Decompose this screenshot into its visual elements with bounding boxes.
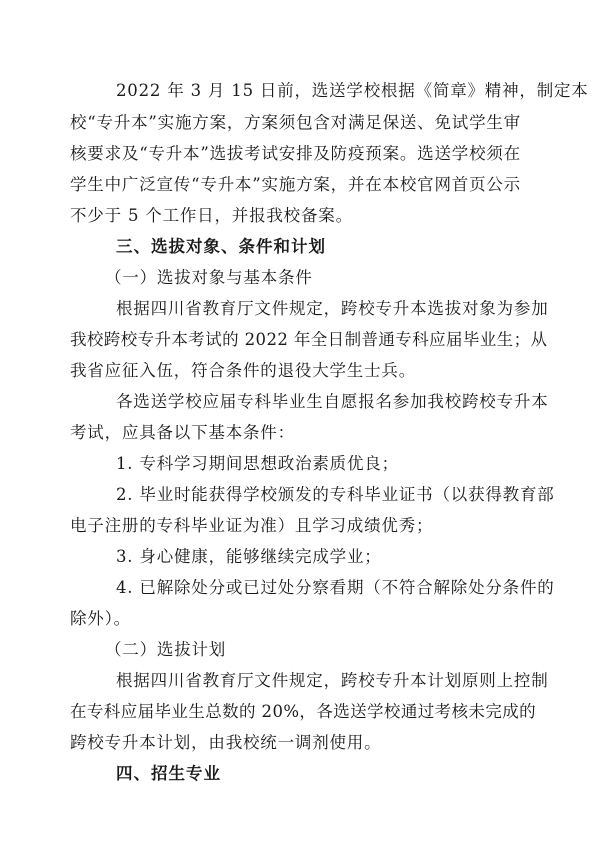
paragraph-line: 在专科应届毕业生总数的 20%，各选送学校通过考核未完成的 [70,702,537,721]
list-item-continuation: 电子注册的专科毕业证为准）且学习成绩优秀； [70,516,434,535]
paragraph-line: 校“专升本”实施方案，方案须包含对满足保送、免试学生审 [70,113,521,132]
list-item: 3. 身心健康，能够继续完成学业； [116,547,382,566]
paragraph-line: 我校跨校专升本考试的 2022 年全日制普通专科应届毕业生；从 [70,330,548,349]
paragraph-line: 不少于 5 个工作日，并报我校备案。 [70,206,353,225]
paragraph-line: 我省应征入伍，符合条件的退役大学生士兵。 [70,361,416,380]
paragraph-line: 各选送学校应届专科毕业生自愿报名参加我校跨校专升本 [116,392,549,411]
paragraph-line: 核要求及“专升本”选拔考试安排及防疫预案。选送学校须在 [70,144,521,163]
list-item: 2. 毕业时能获得学校颁发的专科毕业证书（以获得教育部 [116,485,555,504]
list-item: 1. 专科学习期间思想政治素质优良； [116,454,399,473]
subsection-heading: （二）选拔计划 [105,640,227,659]
paragraph-line: 考试，应具备以下基本条件： [70,423,295,442]
paragraph-line: 根据四川省教育厅文件规定，跨校专升本选拔对象为参加 [116,299,549,318]
paragraph-line: 2022 年 3 月 15 日前，选送学校根据《简章》精神，制定本 [116,81,589,100]
subsection-heading: （一）选拔对象与基本条件 [105,268,313,287]
section-heading: 四、招生专业 [116,764,221,783]
paragraph-line: 学生中广泛宣传“专升本”实施方案，并在本校官网首页公示 [70,175,521,194]
list-item: 4. 已解除处分或已过处分察看期（不符合解除处分条件的 [116,578,555,597]
section-heading: 三、选拔对象、条件和计划 [116,237,326,256]
paragraph-line: 根据四川省教育厅文件规定，跨校专升本计划原则上控制 [116,671,549,690]
paragraph-line: 跨校专升本计划，由我校统一调剂使用。 [70,733,382,752]
list-item-continuation: 除外）。 [70,609,131,628]
